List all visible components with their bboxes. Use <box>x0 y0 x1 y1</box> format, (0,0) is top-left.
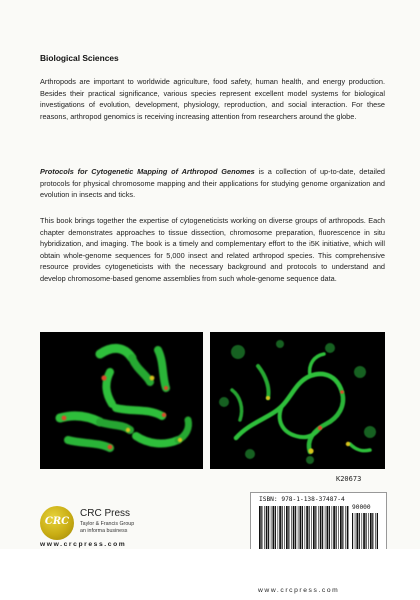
subject-category: Biological Sciences <box>40 53 119 63</box>
price-addon-digits: 90000 <box>352 504 371 511</box>
publisher-tagline: an informa business <box>80 528 128 534</box>
footer-bar <box>0 549 420 600</box>
micrograph-chromosomes-right <box>210 332 385 469</box>
isbn-number: ISBN: 978-1-138-37487-4 <box>259 496 345 503</box>
publisher-name: CRC Press <box>80 508 131 519</box>
book-title: Protocols for Cytogenetic Mapping of Arthropod Genomes <box>40 167 255 176</box>
publisher-url-left: www.crcpress.com <box>40 541 127 548</box>
publisher-group: Taylor & Francis Group <box>80 521 135 527</box>
crc-logo-letters: CRC <box>44 516 70 527</box>
description-paragraph-2 <box>40 166 385 201</box>
paragraph-2-text: is a collection of up-to-date, detailed protocols for physical chromosome mapping and their applications for studying genome organization and evolution in insects and ticks. <box>40 167 385 200</box>
product-code: K20673 <box>336 475 362 483</box>
publisher-url-right: www.crcpress.com <box>258 587 340 594</box>
description-paragraph-1: Arthropods are important to worldwide agriculture, food safety, human health, and energy production. Besides their practical significance, various species represent excellent model systems for biological investigations of evolution, development, physiology, reproduction, and social interaction. For these reasons, arthropod genomics is receiving increasing attention from researchers around the globe. <box>40 77 385 121</box>
micrograph-chromosomes-left <box>40 332 203 469</box>
description-paragraph-3: This book brings together the expertise of cytogeneticists working on diverse groups of arthropods. Each chapter demonstrates approaches to tissue dissection, chromosome preparation, fluorescence in situ hybridization, and imaging. The book is a timely and complementary effort to the i5K initiative, which will obtain whole-genome sequences for 5,000 insect and related arthropod species. This comprehensive resource provides cytogeneticists with the necessary background and protocols to understand and develop chromosome-based genome assemblies from such whole-genome sequence data. <box>40 216 385 283</box>
